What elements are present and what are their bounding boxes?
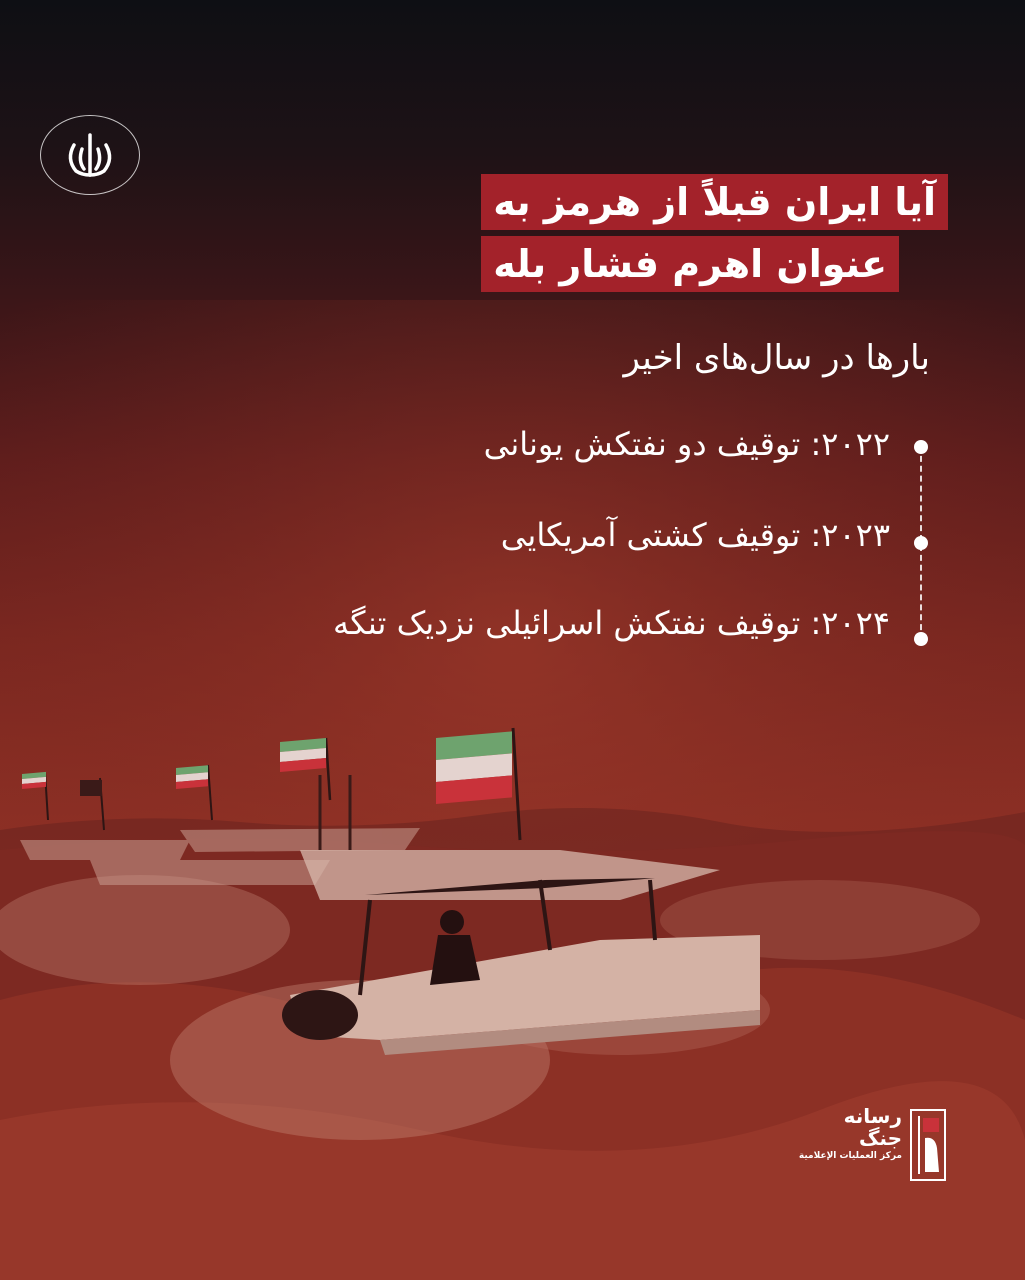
brand-name-line-1: رسانه (843, 1104, 902, 1128)
brand-name (799, 1105, 902, 1163)
brand-logo (798, 1104, 947, 1185)
headline (481, 174, 948, 292)
headline-line-2: عنوان اهرم فشار بله (481, 236, 899, 292)
timeline-item-2022: ۲۰۲۲: توقیف دو نفتکش یونانی (483, 425, 890, 463)
timeline-item-2023: ۲۰۲۳: توقیف کشتی آمریکایی (500, 516, 890, 554)
iran-emblem-icon (40, 115, 140, 195)
subtitle: بارها در سال‌های اخیر (623, 338, 930, 378)
brand-name-line-2: جنگ (858, 1126, 902, 1150)
rasane-jang-logo-icon (909, 1108, 947, 1182)
headline-line-1: آیا ایران قبلاً از هرمز به (481, 174, 948, 230)
timeline-dot (914, 536, 928, 550)
timeline-dot (914, 632, 928, 646)
brand-tagline: مركز العمليات الإعلامية (798, 1151, 902, 1161)
timeline-item-2024: ۲۰۲۴: توقیف نفتکش اسرائیلی نزدیک تنگه (333, 604, 890, 642)
timeline-dot (914, 440, 928, 454)
